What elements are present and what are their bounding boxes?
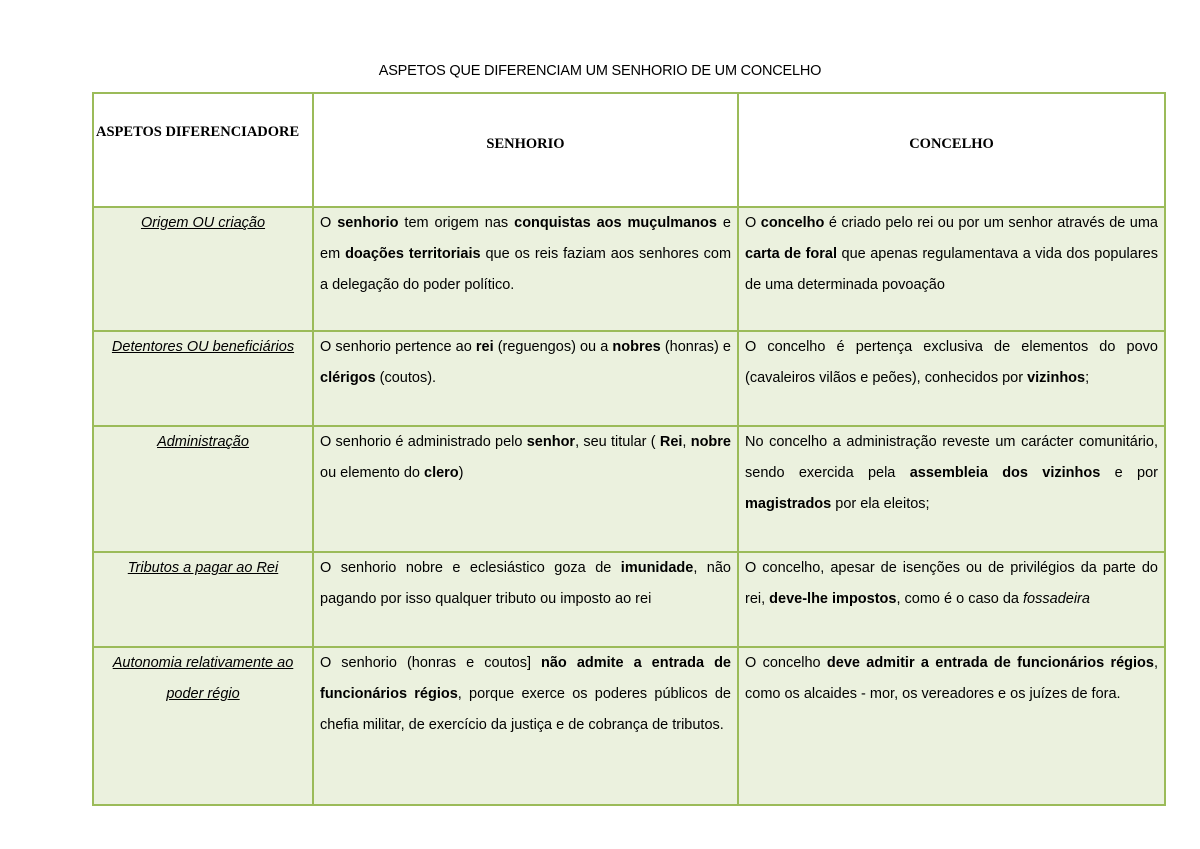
text-run: por ela eleitos; — [831, 496, 930, 512]
table-row — [93, 552, 1165, 647]
senhorio-cell — [313, 426, 738, 552]
aspect-cell: Administração — [93, 426, 313, 552]
text-run: ou elemento do — [320, 465, 424, 481]
text-run: O — [745, 215, 761, 231]
header-concelho: CONCELHO — [738, 93, 1165, 207]
aspect-cell: Autonomia relativamente ao poder régio — [93, 647, 313, 805]
aspect-cell: Tributos a pagar ao Rei — [93, 552, 313, 647]
text-run: e em — [320, 215, 731, 262]
text-run: que apenas regulamentava a vida dos populares de uma determinada povoação — [745, 246, 1158, 293]
text-run: fossadeira — [1023, 591, 1090, 607]
text-run: clero — [424, 465, 459, 481]
concelho-cell — [738, 331, 1165, 426]
text-run: não admite a entrada de funcionários régios — [320, 655, 731, 702]
document-title: ASPETOS QUE DIFERENCIAM UM SENHORIO DE UM CONCELHO — [378, 63, 822, 79]
text-run: O senhorio (honras e coutos] — [320, 655, 542, 671]
text-run: O concelho é pertença exclusiva de elementos do povo (cavaleiros vilãos e peões), conhecidos por — [745, 339, 1158, 386]
senhorio-cell — [313, 552, 738, 647]
text-run: ) — [458, 465, 464, 481]
text-run: (honras) e — [660, 339, 731, 355]
text-run: nobres — [612, 339, 661, 355]
table-row — [93, 647, 1165, 805]
text-run: e por — [1100, 465, 1158, 481]
table-row — [93, 426, 1165, 552]
text-run: , — [682, 434, 691, 450]
text-run: O senhorio é administrado pelo — [320, 434, 527, 450]
aspect-cell: Origem OU criação — [93, 207, 313, 331]
text-run: , como os alcaides - mor, os vereadores e os juízes de fora. — [745, 655, 1158, 702]
text-run: senhorio — [337, 215, 399, 231]
text-run: doações territoriais — [345, 246, 481, 262]
text-run: ; — [1085, 370, 1090, 386]
text-run: , como é o caso da — [896, 591, 1024, 607]
text-run: , porque exerce os poderes públicos de chefia militar, de exercício da justiça e de cobrança de tributos. — [320, 686, 731, 733]
concelho-cell — [738, 207, 1165, 331]
text-run: imunidade — [620, 560, 694, 576]
senhorio-cell — [313, 331, 738, 426]
aspect-cell: Detentores OU beneficiários — [93, 331, 313, 426]
text-run: concelho — [760, 215, 825, 231]
text-run: O senhorio nobre e eclesiástico goza de — [320, 560, 621, 576]
comparison-table — [92, 92, 1166, 806]
text-run: O concelho — [745, 655, 827, 671]
text-run: Rei — [659, 434, 683, 450]
concelho-cell — [738, 552, 1165, 647]
text-run: é criado pelo rei ou por um senhor através de uma — [824, 215, 1158, 231]
concelho-cell — [738, 647, 1165, 805]
table-row — [93, 331, 1165, 426]
text-run: , não pagando por isso qualquer tributo ou imposto ao rei — [320, 560, 731, 607]
concelho-cell — [738, 426, 1165, 552]
text-run: vizinhos — [1027, 370, 1086, 386]
text-run: , seu titular ( — [575, 434, 660, 450]
text-run: carta de foral — [745, 246, 838, 262]
text-run: No concelho a administração reveste um carácter comunitário, sendo exercida pela — [745, 434, 1158, 481]
senhorio-cell — [313, 207, 738, 331]
text-run: O senhorio pertence ao — [320, 339, 476, 355]
senhorio-cell — [313, 647, 738, 805]
text-run: (coutos). — [375, 370, 437, 386]
table-header-row — [93, 93, 1165, 207]
header-senhorio: SENHORIO — [313, 93, 738, 207]
text-run: senhor — [526, 434, 576, 450]
text-run: (reguengos) ou a — [493, 339, 613, 355]
text-run: que os reis faziam aos senhores com a delegação do poder político. — [320, 246, 732, 293]
text-run: tem origem nas — [398, 215, 515, 231]
table-row — [93, 207, 1165, 331]
text-run: clérigos — [320, 370, 376, 386]
text-run: O — [320, 215, 338, 231]
text-run: O concelho, apesar de isenções ou de privilégios da parte do rei, — [745, 560, 1158, 607]
text-run: magistrados — [745, 496, 832, 512]
text-run: nobre — [690, 434, 731, 450]
text-run: conquistas aos muçulmanos — [514, 215, 717, 231]
header-aspects: ASPETOS DIFERENCIADORE — [93, 93, 313, 207]
text-run: deve admitir a entrada de funcionários régios — [826, 655, 1154, 671]
text-run: rei — [475, 339, 494, 355]
text-run: deve-lhe impostos — [769, 591, 897, 607]
text-run: assembleia dos vizinhos — [909, 465, 1101, 481]
